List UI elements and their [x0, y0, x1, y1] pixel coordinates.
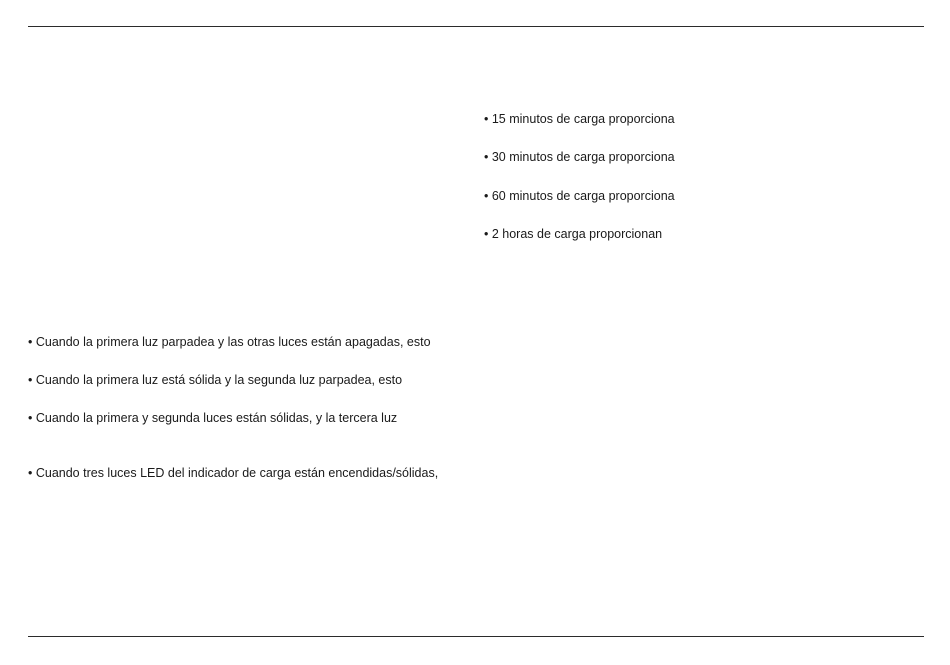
list-item: • 60 minutos de carga proporciona [484, 189, 675, 203]
bottom-divider [28, 636, 924, 637]
top-divider [28, 26, 924, 27]
list-item: • Cuando tres luces LED del indicador de carga están encendidas/sólidas, [28, 466, 439, 480]
list-item: • 15 minutos de carga proporciona [484, 112, 675, 126]
list-item: • 2 horas de carga proporcionan [484, 227, 663, 241]
list-item: • Cuando la primera luz parpadea y las otras luces están apagadas, esto [28, 335, 431, 349]
list-item: • Cuando la primera y segunda luces están sólidas, y la tercera luz [28, 411, 398, 425]
list-item: • Cuando la primera luz está sólida y la segunda luz parpadea, esto [28, 373, 403, 387]
list-item: • 30 minutos de carga proporciona [484, 150, 675, 164]
